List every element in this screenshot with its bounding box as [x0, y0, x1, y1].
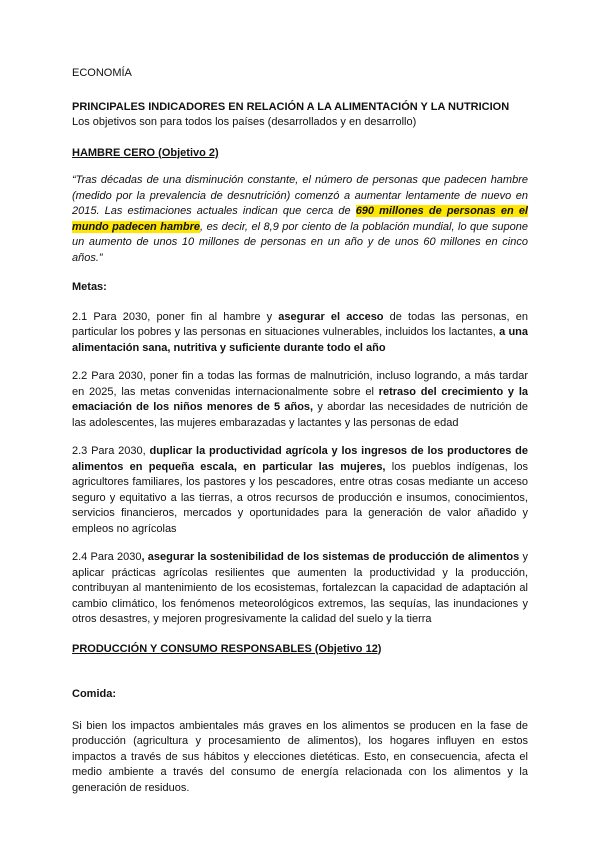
goal2-quote [72, 173, 528, 266]
target-text: y abordar las necesidades de nutrición de las adolescentes, las mujeres embarazadas y lactantes y las personas de edad [72, 401, 528, 429]
target-text: los pueblos indígenas, los agricultores familiares, los pastores y los pescadores, entre otras cosas mediante un acceso seguro y equitativo a las tierras, a otros recursos de producción e insumos, conocimientos, servicios financieros, mercados y oportunidades para la generación de valor añadido y empleos no agrícolas [72, 460, 528, 535]
target-bold: retraso del crecimiento y la emaciación de los niños menores de 5 años, [72, 385, 529, 413]
target-bold: duplicar la productividad agrícola y los ingresos de los productores de alimentos en pequeña escala, en particular las mujeres, [72, 445, 528, 473]
comida-paragraph: Si bien los impactos ambientales más graves en los alimentos se producen en la fase de producción (agricultura y procesamiento de alimentos), los hogares influyen en estos impactos a través de sus hábitos y elecciones dietéticas. Esto, en consecuencia, afecta el medio ambiente a través del consumo de energía relacionada con los alimentos y la generación de residuos. [72, 719, 528, 794]
quote-highlight: 690 millones de personas en el mundo padecen hambre [72, 205, 528, 233]
target-2-3 [72, 444, 528, 537]
document-page [72, 66, 528, 796]
main-title: PRINCIPALES INDICADORES EN RELACIÓN A LA ALIMENTACIÓN Y LA NUTRICION [72, 100, 510, 113]
section-label: ECONOMÍA [72, 67, 132, 79]
target-bold: a una alimentación sana, nutritiva y suficiente durante todo el año [72, 326, 529, 354]
target-bold: asegurar el acceso [278, 310, 384, 323]
target-text: 2.2 Para 2030, poner fin a todas las formas de malnutrición, incluso logrando, a más tardar en 2025, las metas convenidas internacionalmente sobre el [72, 370, 528, 398]
target-bold: , asegurar la sostenibilidad de los sistemas de producción de alimentos [141, 551, 520, 563]
target-text: 2.4 Para 2030 [72, 551, 142, 563]
target-2-1 [72, 310, 528, 357]
subtitle: Los objetivos son para todos los países (desarrollados y en desarrollo) [72, 116, 417, 128]
comida-heading: Comida: [72, 688, 116, 700]
metas-heading: Metas: [72, 281, 107, 293]
quote-text-1: “Tras décadas de una disminución constante, el número de personas que padecen hambre (medido por la prevalencia de desnutrición) comenzó a aumentar lentamente de nuevo en 2015. Las estimaciones actuales indican que cerca de [72, 174, 528, 217]
quote-text-2: , es decir, el 8,9 por ciento de la población mundial, lo que supone un aumento de unos 10 millones de personas en un año y de unos 60 millones en cinco años.” [72, 220, 528, 264]
target-text: de todas las personas, en particular los pobres y las personas en situaciones vulnerables, incluidos los lactantes, [72, 310, 528, 338]
target-text: 2.3 Para 2030, [72, 445, 150, 457]
target-text: y aplicar prácticas agrícolas resilientes que aumenten la productividad y la producción, contribuyan al mantenimiento de los ecosistemas, fortalezcan la capacidad de adaptación al cambio climático, los fenómenos meteorológicos extremos, las sequías, las inundaciones y otros desastres, y mejoren progresivamente la calidad del suelo y la tierra [72, 551, 528, 625]
target-2-2 [72, 369, 528, 431]
goal2-heading: HAMBRE CERO (Objetivo 2) [72, 146, 219, 159]
goal12-heading: PRODUCCIÓN Y CONSUMO RESPONSABLES (Objetivo 12) [72, 642, 382, 655]
target-2-4 [72, 550, 528, 628]
target-text: 2.1 Para 2030, poner fin al hambre y [72, 310, 279, 323]
